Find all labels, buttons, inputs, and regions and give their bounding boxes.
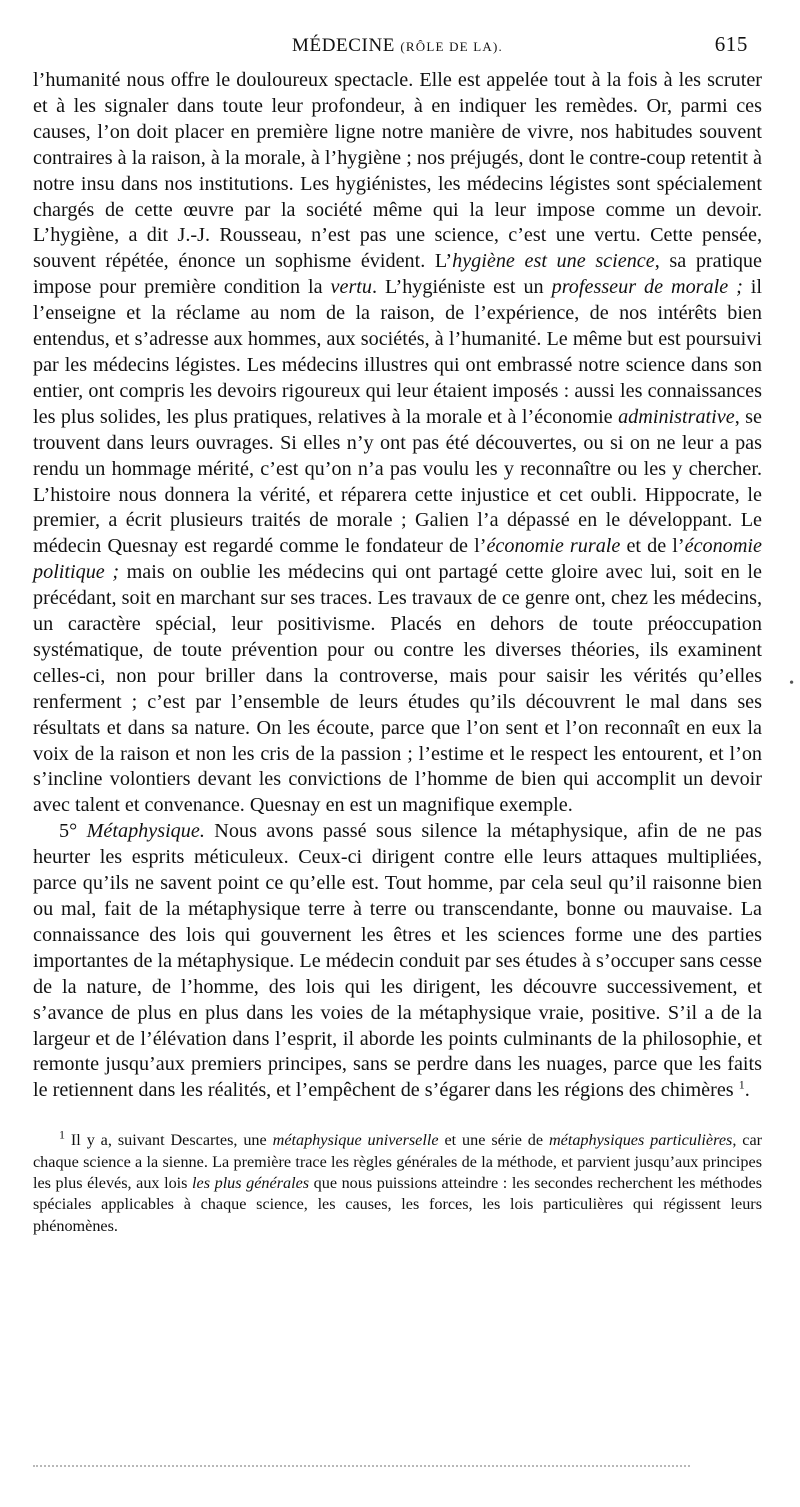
text-run: . [744,1079,750,1102]
text-run: Nous avons passé sous silence la métaphysique, afin de ne pas heurter les esprits méticuleux. Ceux-ci dirigent contre elle leurs attaques multipliées, parce qu’ils ne savent point ce qu’elle est. Tout homme, par cela seul qu’il raisonne bien ou mal, fait de la métaphysique terre à terre ou transcendante, bonne ou mauvaise. La connaissance des lois qui gouvernent les êtres et les sciences forme une des parties importantes de la métaphysique. Le médecin conduit par ses études à s’occuper sans cesse de la nature, de l’homme, des lois qui les dirigent, les découvre successivement, et s’avance de plus en plus dans les voies de la métaphysique vraie, positive. S’il a de la largeur et de l’élévation dans l’esprit, il aborde les points culminants de la philosophie, et remonte jusqu’aux premiers principes, sans se perdre dans les nuages, parce que les faits le retiennent dans les réalités, et l’empêchent de s’égarer dans les régions des chimères [33,820,762,1102]
text-run: les plus générales [192,1174,310,1193]
text-run: économie politique ; [33,535,762,584]
text-run: vertu [330,276,373,299]
text-run: il l’enseigne et la réclame au nom de la raison, de l’expérience, de nos intérêts bien entendus, et s’adresse aux hommes, aux sociétés, à l’humanité. Le même but est poursuivi par les médecins légistes. Les médecins illustres qui ont embrassé notre science dans son entier, ont compris les devoirs rigoureux qui leur étaient imposés : aussi les connaissances les plus solides, les plus pratiques, relatives à la morale et à l’économie [33,276,762,428]
text-run: métaphysique universelle [272,1131,439,1150]
paragraph-2 [33,819,762,1104]
text-run: et de l’ [620,535,685,558]
text-run: administrative [618,405,735,428]
paragraph-1 [33,68,762,819]
text-run: Il y a, suivant Descartes, une [65,1131,273,1150]
bottom-rule [33,1465,690,1467]
text-run: que nous puissions atteindre : les secondes recherchent les méthodes spéciales applicables à chaque science, les causes, les forces, les lois particulières qui régissent leurs phénomènes. [33,1174,762,1235]
text-run: , car chaque science a la sienne. La première trace les règles générales de la méthode, et parvient jusqu’aux principes les plus élevés, aux lois [33,1131,763,1193]
text-run: . L’hygiéniste est un [372,276,552,299]
footnotes [33,1127,763,1237]
page-number: 615 [714,32,748,56]
text-run: professeur de morale ; [551,276,743,299]
running-title-sub: (RÔLE DE LA). [400,39,503,54]
text-run: , sa pratique impose pour première condition la [33,250,762,299]
text-run: hygiène est une science [452,250,655,273]
text-run: économie rurale [486,535,621,558]
running-title-main: MÉDECINE [292,35,395,56]
text-run: , se trouvent dans leurs ouvrages. Si elles n’y ont pas été découvertes, ou si on ne leur a pas rendu un hommage mérité, c’est qu’on n’a pas voulu les y reconnaître ou les y chercher. L’histoire nous donnera la vérité, et réparera cette injustice et cet oubli. Hippocrate, le premier, a écrit plusieurs traités de morale ; Galien l’a dépassé en le développant. Le médecin Quesnay est regardé comme le fondateur de l’ [33,405,762,558]
text-run: l’humanité nous offre le douloureux spectacle. Elle est appelée tout à la fois à les scruter et à les signaler dans toute leur profondeur, à en indiquer les remèdes. Or, parmi ces causes, l’on doit placer en première ligne notre manière de vivre, nos habitudes souvent contraires à la raison, à la morale, à l’hygiène ; nos préjugés, dont le contre-coup retentit à notre insu dans nos institutions. Les hygiénistes, les médecins légistes sont spécialement chargés de cette œuvre par la société même qui la leur impose comme un devoir. L’hygiène, a dit J.-J. Rousseau, n’est pas une science, c’est une vertu. Cette pensée, souvent répétée, énonce un sophisme évident. [33,69,762,273]
text-run: et une série de [438,1131,549,1150]
text-run: Métaphysique. [86,820,205,843]
footnote-marker: 1 [738,1077,745,1092]
margin-mark: • [789,676,794,691]
text-run: métaphysiques particulières [548,1131,733,1150]
text-run: 5° [59,820,87,843]
running-header [33,28,762,68]
running-title [292,35,503,57]
text-run: mais on oublie les médecins qui ont partagé cette gloire avec lui, soit en le précédant, soit en marchant sur ses traces. Les travaux de ce genre ont, chez les médecins, un caractère spécial, leur positivisme. Placés en dehors de toute préoccupation systématique, de toute prévention pour ou contre les diverses théories, ils examinent celles-ci, non pour briller dans la controverse, mais pour saisir les vérités qu’elles renferment ; c’est par l’ensemble de leurs études qu’ils découvrent le mal dans ses résultats et dans sa nature. On les écoute, parce que l’on sent et l’on reconnaît en eux la voix de la raison et non les cris de la passion ; l’estime et le respect les entourent, et l’on s’incline volontiers devant les convictions de l’homme de bien qui accomplit un devoir avec talent et convenance. Quesnay en est un magnifique exemple. [33,561,762,817]
footnote-1 [33,1127,763,1237]
text-run: L’ [434,250,453,273]
body-text [33,68,762,1104]
footnote-marker: 1 [59,1127,65,1142]
